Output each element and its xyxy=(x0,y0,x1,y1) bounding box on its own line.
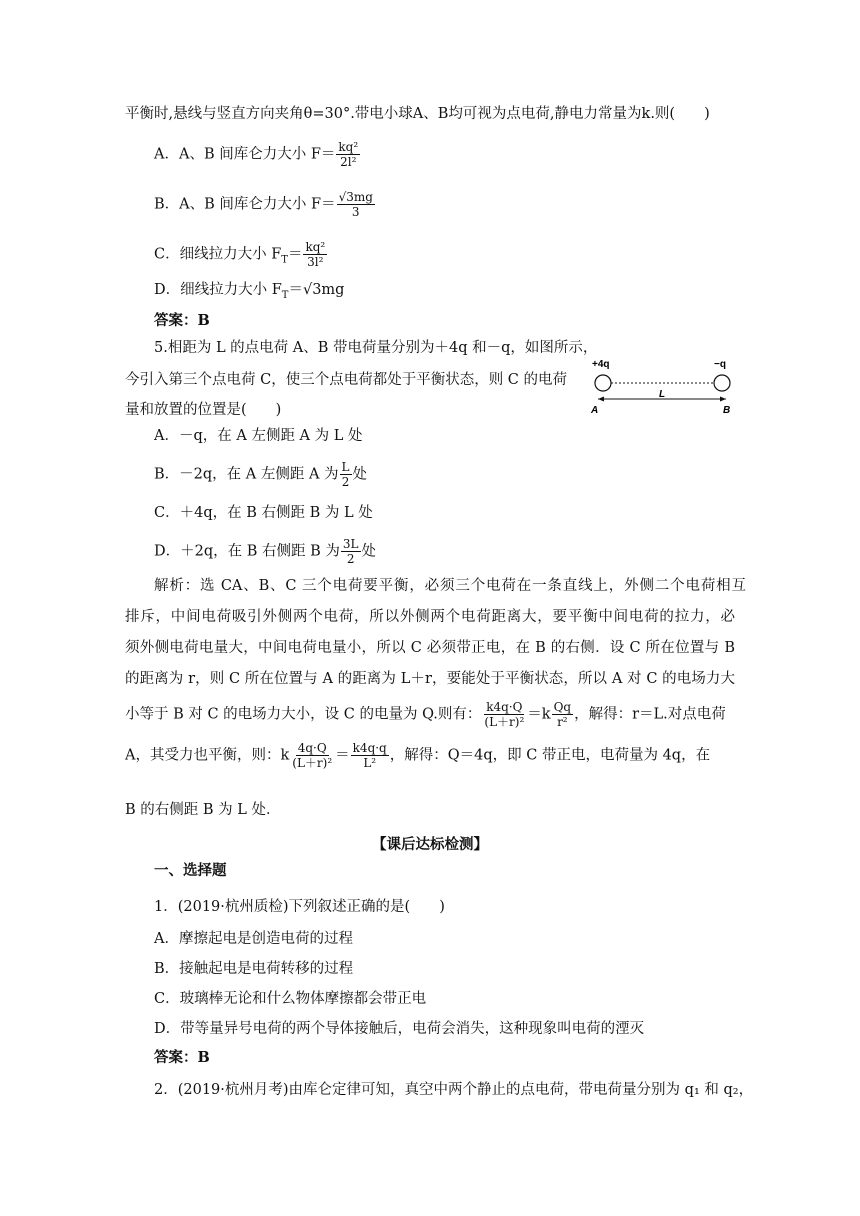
analysis-line4: 的距离为 r，则 C 所在位置与 A 的距离为 L＋r，要能处于平衡状态，所以 A 对 C 的电场力大 xyxy=(125,671,735,687)
fraction: $\frac{k4q\cdot q}{\text{L²}}$ xyxy=(352,741,387,770)
q5-stem-line3: 量和放置的位置是( ) xyxy=(125,402,282,418)
q4-option-c: C．细线拉力大小 $F_T=$ $\frac{\text{kq²}}{\text{3l²}}$ xyxy=(154,240,326,269)
label-minus-q: −q xyxy=(714,359,726,370)
q4-option-a: A．A、B 间库仑力大小 F＝ $\frac{\text{kq²}}{\text{2l²}}$ xyxy=(154,140,359,169)
fraction: $\frac{3L}{2}$ xyxy=(342,537,359,566)
analysis-line5: 小等于 B 对 C 的电场力大小，设 C 的电量为 Q.则有： $\frac{k4q\cdot Q}{\text{(L＋r)²}}$ ＝k $\frac{Qq}{\text{r²}}$ ，解得：r＝L.对点电荷 xyxy=(125,700,726,729)
q5-stem-line2: 今引入第三个点电荷 C，使三个点电荷都处于平衡状态，则 C 的电荷 xyxy=(125,372,568,388)
section-title: 【课后达标检测】 xyxy=(372,836,488,853)
charges-figure xyxy=(586,355,746,415)
part-title: 一、选择题 xyxy=(154,862,227,879)
label-plus-4q: +4q xyxy=(592,359,610,370)
p1-option-d: D．带等量异号电荷的两个导体接触后，电荷会消失，这种现象叫电荷的湮灭 xyxy=(154,1021,645,1037)
label-a: A xyxy=(591,405,599,415)
q5-option-c: C．＋4q，在 B 右侧距 B 为 L 处 xyxy=(154,505,373,521)
p1-option-b: B．接触起电是电荷转移的过程 xyxy=(154,961,354,977)
q5-option-b: B．－2q，在 A 左侧距 A 为 $\frac{L}{2}$ 处 xyxy=(154,460,368,489)
fraction: $\frac{Qq}{\text{r²}}$ xyxy=(553,700,572,729)
fraction: $\frac{L}{2}$ xyxy=(341,460,350,489)
analysis-line3: 须外侧电荷电量大，中间电荷电量小，所以 C 必须带正电，在 B 的右侧．设 C 所在位置与 B xyxy=(125,640,735,656)
fraction: $\frac{k4q\cdot Q}{\text{(L＋r)²}}$ xyxy=(484,700,525,729)
p1-option-c: C．玻璃棒无论和什么物体摩擦都会带正电 xyxy=(154,991,427,1007)
p1-option-a: A．摩擦起电是创造电荷的过程 xyxy=(154,931,353,947)
analysis-line2: 排斥，中间电荷吸引外侧两个电荷，所以外侧两个电荷距离大，要平衡中间电荷的拉力，必 xyxy=(125,609,735,625)
charge-b-circle xyxy=(714,375,730,391)
arrow-right-icon xyxy=(720,397,726,402)
fraction: $\frac{\text{kq²}}{\text{3l²}}$ xyxy=(305,240,326,269)
q5-option-a: A．－q，在 A 左侧距 A 为 L 处 xyxy=(154,428,363,444)
p1-stem: 1．(2019·杭州质检)下列叙述正确的是( ) xyxy=(154,899,445,915)
q5-option-d: D．＋2q，在 B 右侧距 B 为 $\frac{3L}{2}$ 处 xyxy=(154,537,376,566)
label-b: B xyxy=(723,405,731,415)
q4-option-d: D．细线拉力大小 $F_T=√3mg$ xyxy=(154,282,345,301)
arrow-left-icon xyxy=(598,397,604,402)
label-l: L xyxy=(659,389,666,400)
q5-stem-line1: 5.相距为 L 的点电荷 A、B 带电荷量分别为＋4q 和－q，如图所示， xyxy=(154,340,598,356)
q4-option-b: B．A、B 间库仑力大小 F＝ $\frac{√3mg}{3}$ xyxy=(154,190,373,219)
analysis-line6: A，其受力也平衡，则：k $\frac{4q\cdot Q}{\text{(L＋r)²}}$ ＝ $\frac{k4q\cdot q}{\text{L²}}$ ，解得：Q＝4q，即 C 带正电，电荷量为 4q，在 xyxy=(125,741,711,770)
p2-stem: 2．(2019·杭州月考)由库仑定律可知，真空中两个静止的点电荷，带电荷量分别为 q₁ 和 q₂， xyxy=(154,1082,754,1098)
analysis-line7: B 的右侧距 B 为 L 处． xyxy=(125,802,281,818)
charge-a-circle xyxy=(595,375,611,391)
q4-answer: 答案：B xyxy=(154,312,210,329)
p1-answer: 答案：B xyxy=(154,1049,210,1066)
analysis-line1: 解析：选 CA、B、C 三个电荷要平衡，必须三个电荷在一条直线上，外侧二个电荷相互 xyxy=(154,578,746,594)
fraction: $\frac{\text{kq²}}{\text{2l²}}$ xyxy=(338,140,359,169)
q4-stem-tail: 平衡时,悬线与竖直方向夹角θ=30°.带电小球A、B均可视为点电荷,静电力常量为k.则( ) xyxy=(125,106,710,122)
fraction: $\frac{√3mg}{3}$ xyxy=(338,190,373,219)
fraction: $\frac{4q\cdot Q}{\text{(L＋r)²}}$ xyxy=(292,741,333,770)
